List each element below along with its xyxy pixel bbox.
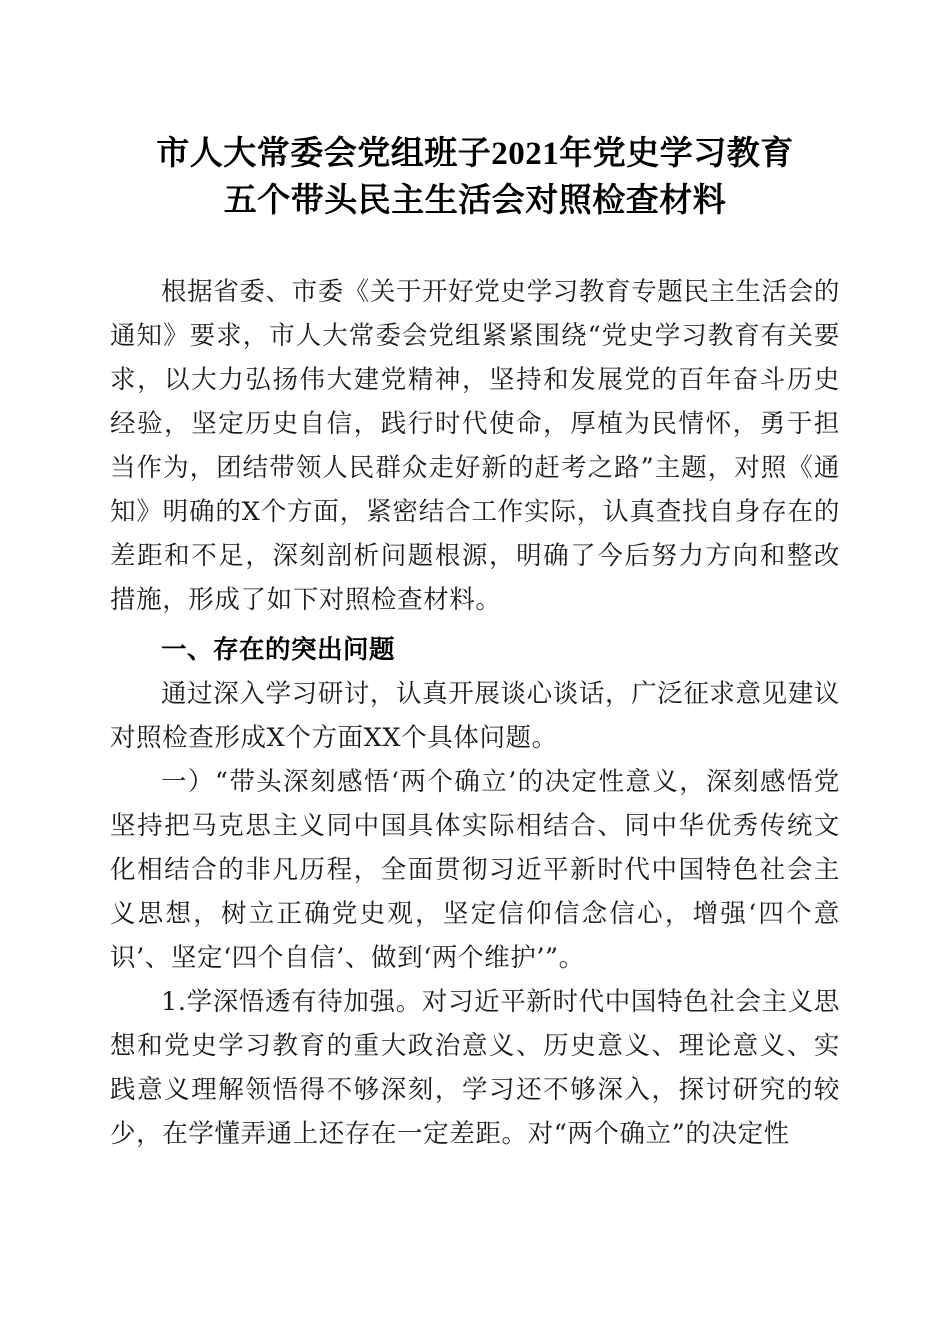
section-1-lead-paragraph: 通过深入学习研讨，认真开展谈心谈话，广泛征求意见建议对照检查形成X个方面XX个具体问题。 (110, 679, 840, 753)
title-line-2: 五个带头民主生活会对照检查材料 (223, 183, 727, 219)
item-1-paragraph: 1.学深悟透有待加强。对习近平新时代中国特色社会主义思想和党史学习教育的重大政治意义、历史意义、理论意义、实践意义理解领悟得不够深刻，学习还不够深入，探讨研究的较少，在学懂弄通上还存在一定差距。对“两个确立”的决定性 (110, 987, 840, 1149)
document-body (110, 270, 840, 1156)
title-line-1: 市人大常委会党组班子2021年党史学习教育 (156, 136, 794, 172)
page-title (110, 0, 840, 225)
intro-paragraph: 根据省委、市委《关于开好党史学习教育专题民主生活会的通知》要求，市人大常委会党组紧紧围绕“党史学习教育有关要求，以大力弘扬伟大建党精神，坚持和发展党的百年奋斗历史经验，坚定历史自信，践行时代使命，厚植为民情怀，勇于担当作为，团结带领人民群众走好新的赶考之路”主题，对照《通知》明确的X个方面，紧密结合工作实际，认真查找自身存在的差距和不足，深刻剖析问题根源，明确了今后努力方向和整改措施，形成了如下对照检查材料。 (110, 277, 840, 615)
section-heading-1: 一、存在的突出问题 (161, 636, 396, 664)
page-content (110, 0, 840, 1156)
subsection-1-paragraph: 一）“带头深刻感悟‘两个确立’的决定性意义，深刻感悟党坚持把马克思主义同中国具体实际相结合、同中华优秀传统文化相结合的非凡历程，全面贯彻习近平新时代中国特色社会主义思想，树立正确党史观，坚定信仰信念信心，增强‘四个意识’、坚定‘四个自信’、做到‘两个维护’”。 (110, 767, 840, 973)
